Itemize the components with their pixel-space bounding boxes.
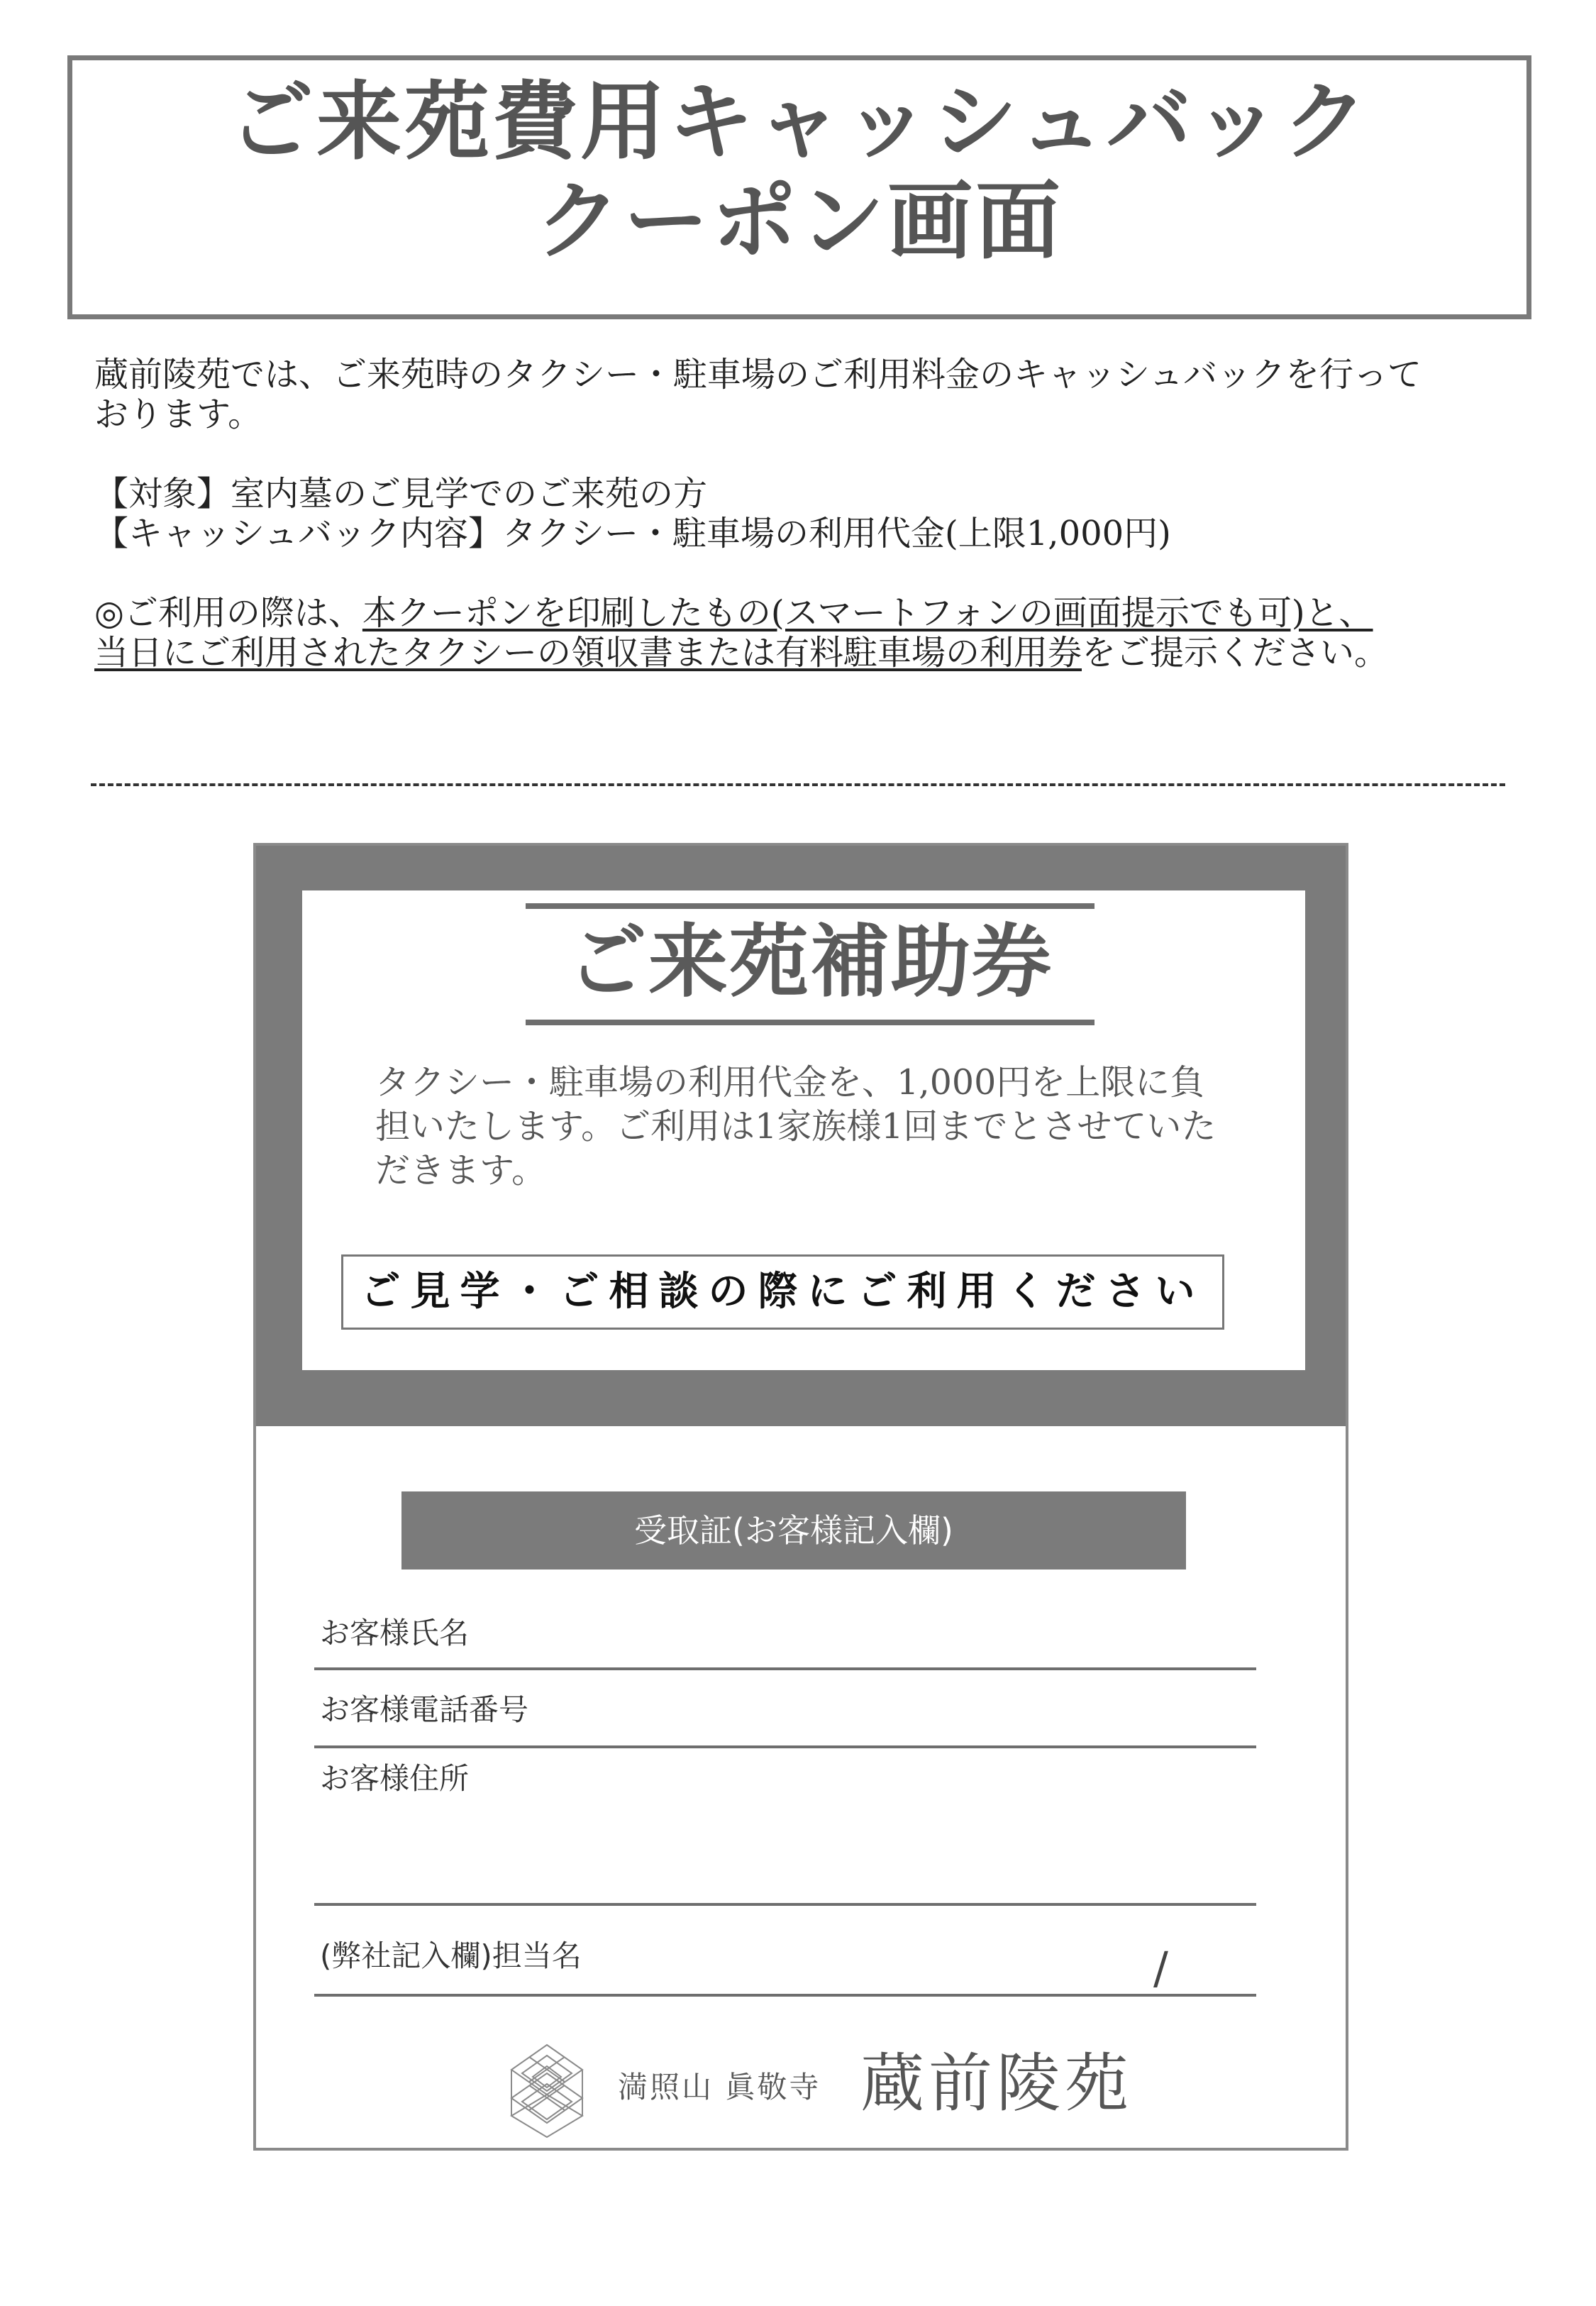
usage-notice-box: ご見学・ご相談の際にご利用ください xyxy=(341,1254,1224,1330)
title-box xyxy=(67,55,1531,319)
coupon-desc-line3: だきます。 xyxy=(375,1150,547,1191)
page-title-line2: クーポン画面 xyxy=(536,172,1063,271)
usage-prefix: ◎ご利用の際は、 xyxy=(94,593,362,633)
usage-line1 xyxy=(94,593,1513,633)
customer-phone-line xyxy=(314,1745,1256,1748)
cut-line-divider xyxy=(91,783,1505,788)
coupon-top-frame xyxy=(256,846,1346,1426)
coupon-title-box xyxy=(526,903,1095,1025)
coupon-inner-panel xyxy=(302,890,1305,1370)
cashback-content-text: 【キャッシュバック内容】タクシー・駐車場の利用代金(上限1,000円) xyxy=(94,514,1171,553)
customer-name-line xyxy=(314,1667,1256,1670)
intro-line2: おります。 xyxy=(94,395,262,434)
receipt-heading: 受取証(お客様記入欄) xyxy=(401,1491,1186,1569)
coupon-card xyxy=(253,843,1348,2151)
kuramae-ryoen-logo-icon xyxy=(508,2041,586,2141)
customer-phone-label: お客様電話番号 xyxy=(320,1692,529,1727)
staff-slash: / xyxy=(1153,1942,1168,1994)
intro-line1: 蔵前陵苑では、ご来苑時のタクシー・駐車場のご利用料金のキャッシュバックを行って xyxy=(94,355,1422,395)
brand-name: 蔵前陵苑 xyxy=(860,2046,1133,2121)
usage-line2 xyxy=(94,633,1513,673)
coupon-desc-line2: 担いたします。ご利用は1家族様1回までとさせていた xyxy=(375,1106,1217,1147)
staff-name-label: (弊社記入欄)担当名 xyxy=(320,1938,582,1973)
staff-name-line xyxy=(314,1994,1256,1997)
usage-underlined1: 本クーポンを印刷したもの(スマートフォンの画面提示でも可)と、 xyxy=(362,593,1373,633)
temple-name: 満照山 眞敬寺 xyxy=(618,2070,821,2104)
target-text: 【対象】室内墓のご見学でのご来苑の方 xyxy=(94,474,708,514)
page-title-line1: ご来苑費用キャッシュバック xyxy=(228,73,1370,172)
customer-address-label: お客様住所 xyxy=(320,1761,470,1796)
usage-suffix: をご提示ください。 xyxy=(1082,633,1389,673)
customer-address-line xyxy=(314,1903,1256,1906)
usage-underlined2: 当日にご利用されたタクシーの領収書または有料駐車場の利用券 xyxy=(94,633,1082,673)
coupon-description xyxy=(375,1061,1248,1193)
intro-section xyxy=(94,355,1513,673)
coupon-title: ご来苑補助券 xyxy=(567,916,1053,1008)
coupon-desc-line1: タクシー・駐車場の利用代金を、1,000円を上限に負 xyxy=(375,1062,1205,1103)
customer-name-label: お客様氏名 xyxy=(320,1616,470,1650)
